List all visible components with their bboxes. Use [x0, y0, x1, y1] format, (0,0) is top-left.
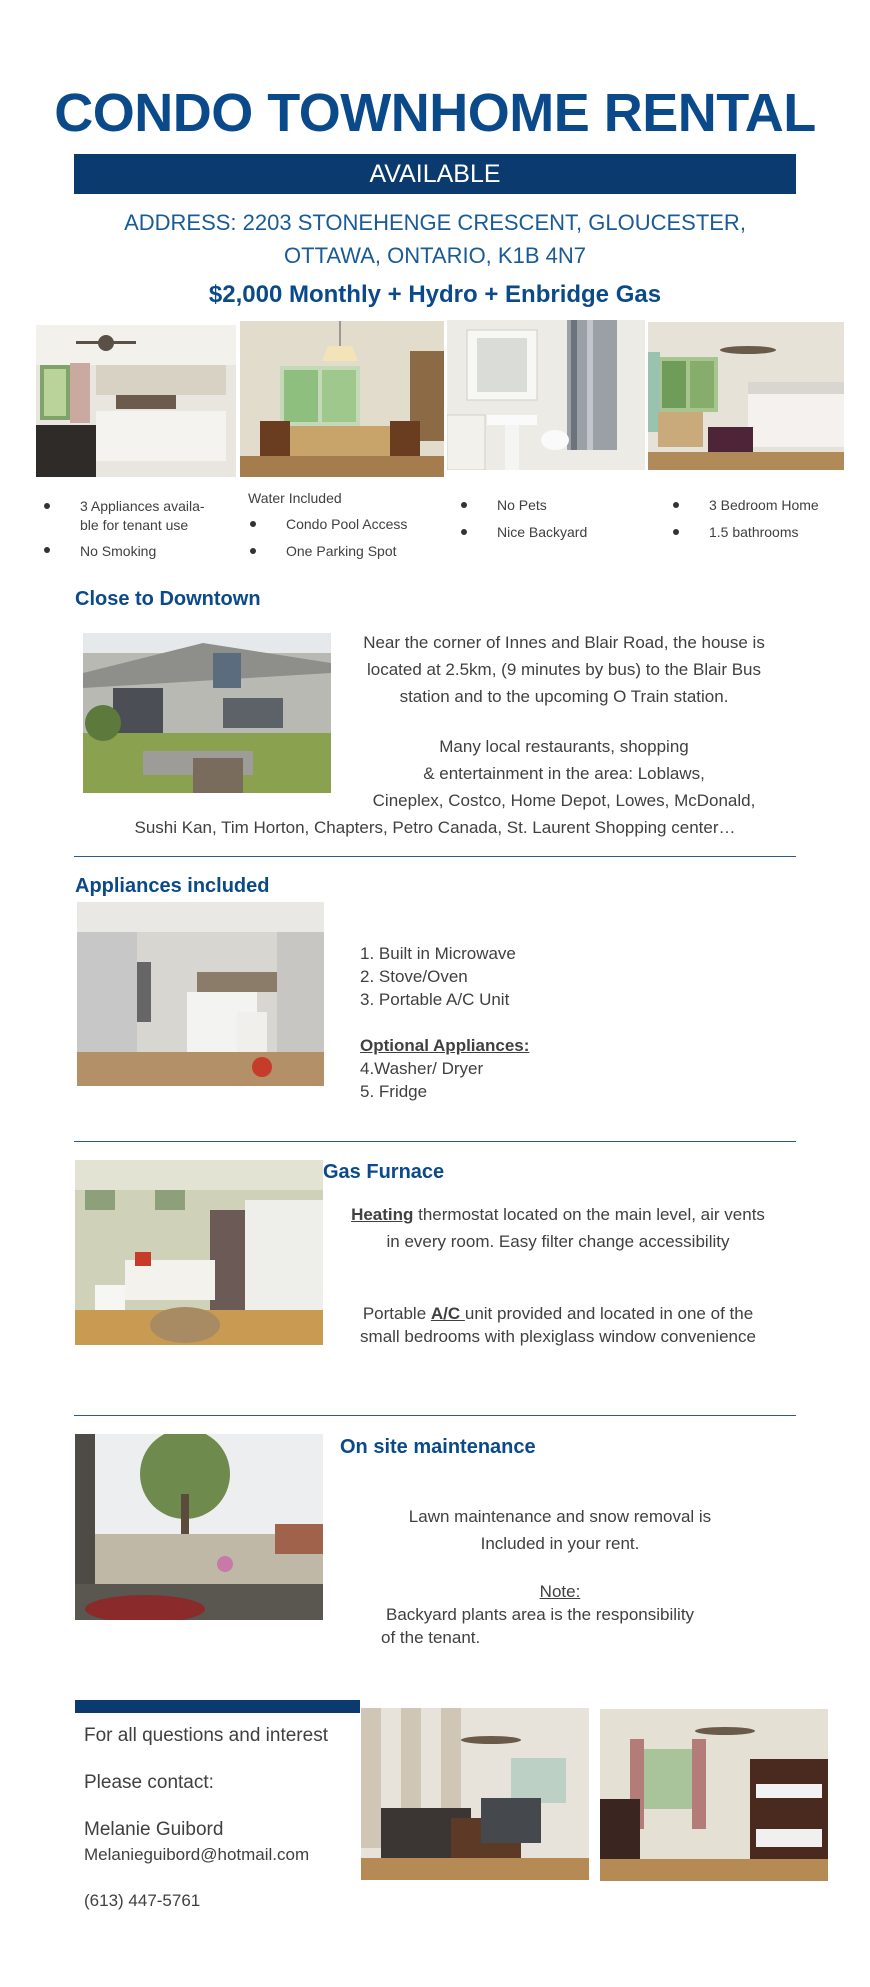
bullet-icon: [44, 503, 50, 509]
note-line-1: Backyard plants area is the responsibility: [386, 1605, 695, 1624]
feature-no-smoking: No Smoking: [80, 543, 157, 559]
note-label-text: Note:: [539, 1582, 581, 1601]
feature-appliances-line1: 3 Appliances availa-: [80, 498, 205, 514]
ac-text: unit provided and located in one of the: [464, 1304, 754, 1323]
bullet-icon: [250, 548, 256, 554]
section-heading-maintenance: On site maintenance: [340, 1436, 536, 1458]
list-item: 1. Built in Microwave: [360, 944, 516, 963]
bullet-icon: [250, 521, 256, 527]
address-line-2: OTTAWA, ONTARIO, K1B 4N7: [284, 243, 586, 268]
text-line: Lawn maintenance and snow removal is: [408, 1507, 712, 1526]
ac-paragraph: [323, 1302, 793, 1348]
contact-bar: [75, 1700, 360, 1713]
text-line: station and to the upcoming O Train station.: [399, 687, 729, 706]
feature-pool: Condo Pool Access: [286, 516, 408, 532]
price: $2,000 Monthly + Hydro + Enbridge Gas: [208, 281, 662, 308]
downtown-paragraph-2: [332, 733, 796, 814]
dining-photo: [240, 321, 444, 477]
bullet-icon: [461, 502, 467, 508]
backyard-photo: [75, 1434, 323, 1620]
list-item: 5. Fridge: [360, 1082, 428, 1101]
note-label: [345, 1580, 775, 1603]
heating-label: Heating: [351, 1205, 414, 1224]
feature-water-included: Water Included: [248, 490, 342, 506]
feature-appliances: [80, 497, 205, 535]
divider: [74, 1415, 796, 1416]
heating-text: thermostat located on the main level, air vents: [413, 1205, 765, 1224]
address-line-1: ADDRESS: 2203 STONEHENGE CRESCENT, GLOUCESTER,: [124, 210, 746, 235]
feature-bedrooms: 3 Bedroom Home: [709, 497, 819, 513]
heating-line-2: in every room. Easy filter change accessibility: [386, 1232, 730, 1251]
downtown-paragraph-2-last: Sushi Kan, Tim Horton, Chapters, Petro Canada, St. Laurent Shopping center…: [134, 818, 736, 837]
bullet-icon: [44, 547, 50, 553]
list-item: 2. Stove/Oven: [360, 967, 468, 986]
divider: [74, 856, 796, 857]
list-item: 3. Portable A/C Unit: [360, 990, 510, 1009]
downtown-paragraph-1: [332, 629, 796, 710]
bullet-icon: [461, 529, 467, 535]
nursery-photo: [361, 1708, 589, 1880]
contact-line-2: Please contact:: [84, 1772, 214, 1793]
feature-no-pets: No Pets: [497, 497, 547, 513]
text-line: Many local restaurants, shopping: [439, 737, 689, 756]
section-heading-furnace: Gas Furnace: [323, 1161, 445, 1183]
house-exterior-photo: [83, 633, 331, 793]
page-title: CONDO TOWNHOME RENTAL: [54, 83, 816, 143]
text-line: Cineplex, Costco, Home Depot, Lowes, McDonald,: [372, 791, 756, 810]
ac-text-pre: Portable: [362, 1304, 431, 1323]
kitchen-photo: [36, 325, 236, 477]
text-line: located at 2.5km, (9 minutes by bus) to the Blair Bus: [366, 660, 762, 679]
text-line: & entertainment in the area: Loblaws,: [423, 764, 705, 783]
divider: [74, 1141, 796, 1142]
feature-backyard: Nice Backyard: [497, 524, 588, 540]
contact-email[interactable]: Melanieguibord@hotmail.com: [84, 1845, 310, 1864]
basement-photo: [75, 1160, 323, 1345]
optional-appliances-heading: Optional Appliances:: [360, 1036, 530, 1055]
feature-bathrooms: 1.5 bathrooms: [709, 524, 799, 540]
contact-phone[interactable]: (613) 447-5761: [84, 1891, 201, 1910]
heating-paragraph: [323, 1201, 793, 1255]
feature-parking: One Parking Spot: [286, 543, 397, 559]
list-item: 4.Washer/ Dryer: [360, 1059, 484, 1078]
appliance-list: [360, 942, 529, 1103]
bullet-icon: [673, 502, 679, 508]
contact-name: Melanie Guibord: [84, 1819, 224, 1840]
bedroom-photo: [648, 322, 844, 470]
status-banner: AVAILABLE: [74, 154, 796, 194]
laundry-photo: [77, 902, 324, 1086]
ac-line-2: small bedrooms with plexiglass window convenience: [360, 1327, 756, 1346]
ac-label: A/C: [430, 1304, 465, 1323]
bullet-icon: [673, 529, 679, 535]
text-line: Near the corner of Innes and Blair Road, the house is: [363, 633, 765, 652]
text-line: Included in your rent.: [480, 1534, 640, 1553]
note-line-2: of the tenant.: [381, 1628, 481, 1647]
address: [74, 206, 796, 272]
section-heading-downtown: Close to Downtown: [75, 588, 261, 610]
contact-line-1: For all questions and interest: [84, 1725, 328, 1746]
feature-appliances-line2: ble for tenant use: [80, 517, 189, 533]
ac-line-1: [323, 1302, 793, 1325]
maintenance-paragraph: [345, 1503, 775, 1557]
section-heading-appliances: Appliances included: [75, 875, 270, 897]
bathroom-photo: [447, 320, 645, 470]
bunk-bedroom-photo: [600, 1709, 828, 1881]
heating-line-1: [323, 1201, 793, 1228]
